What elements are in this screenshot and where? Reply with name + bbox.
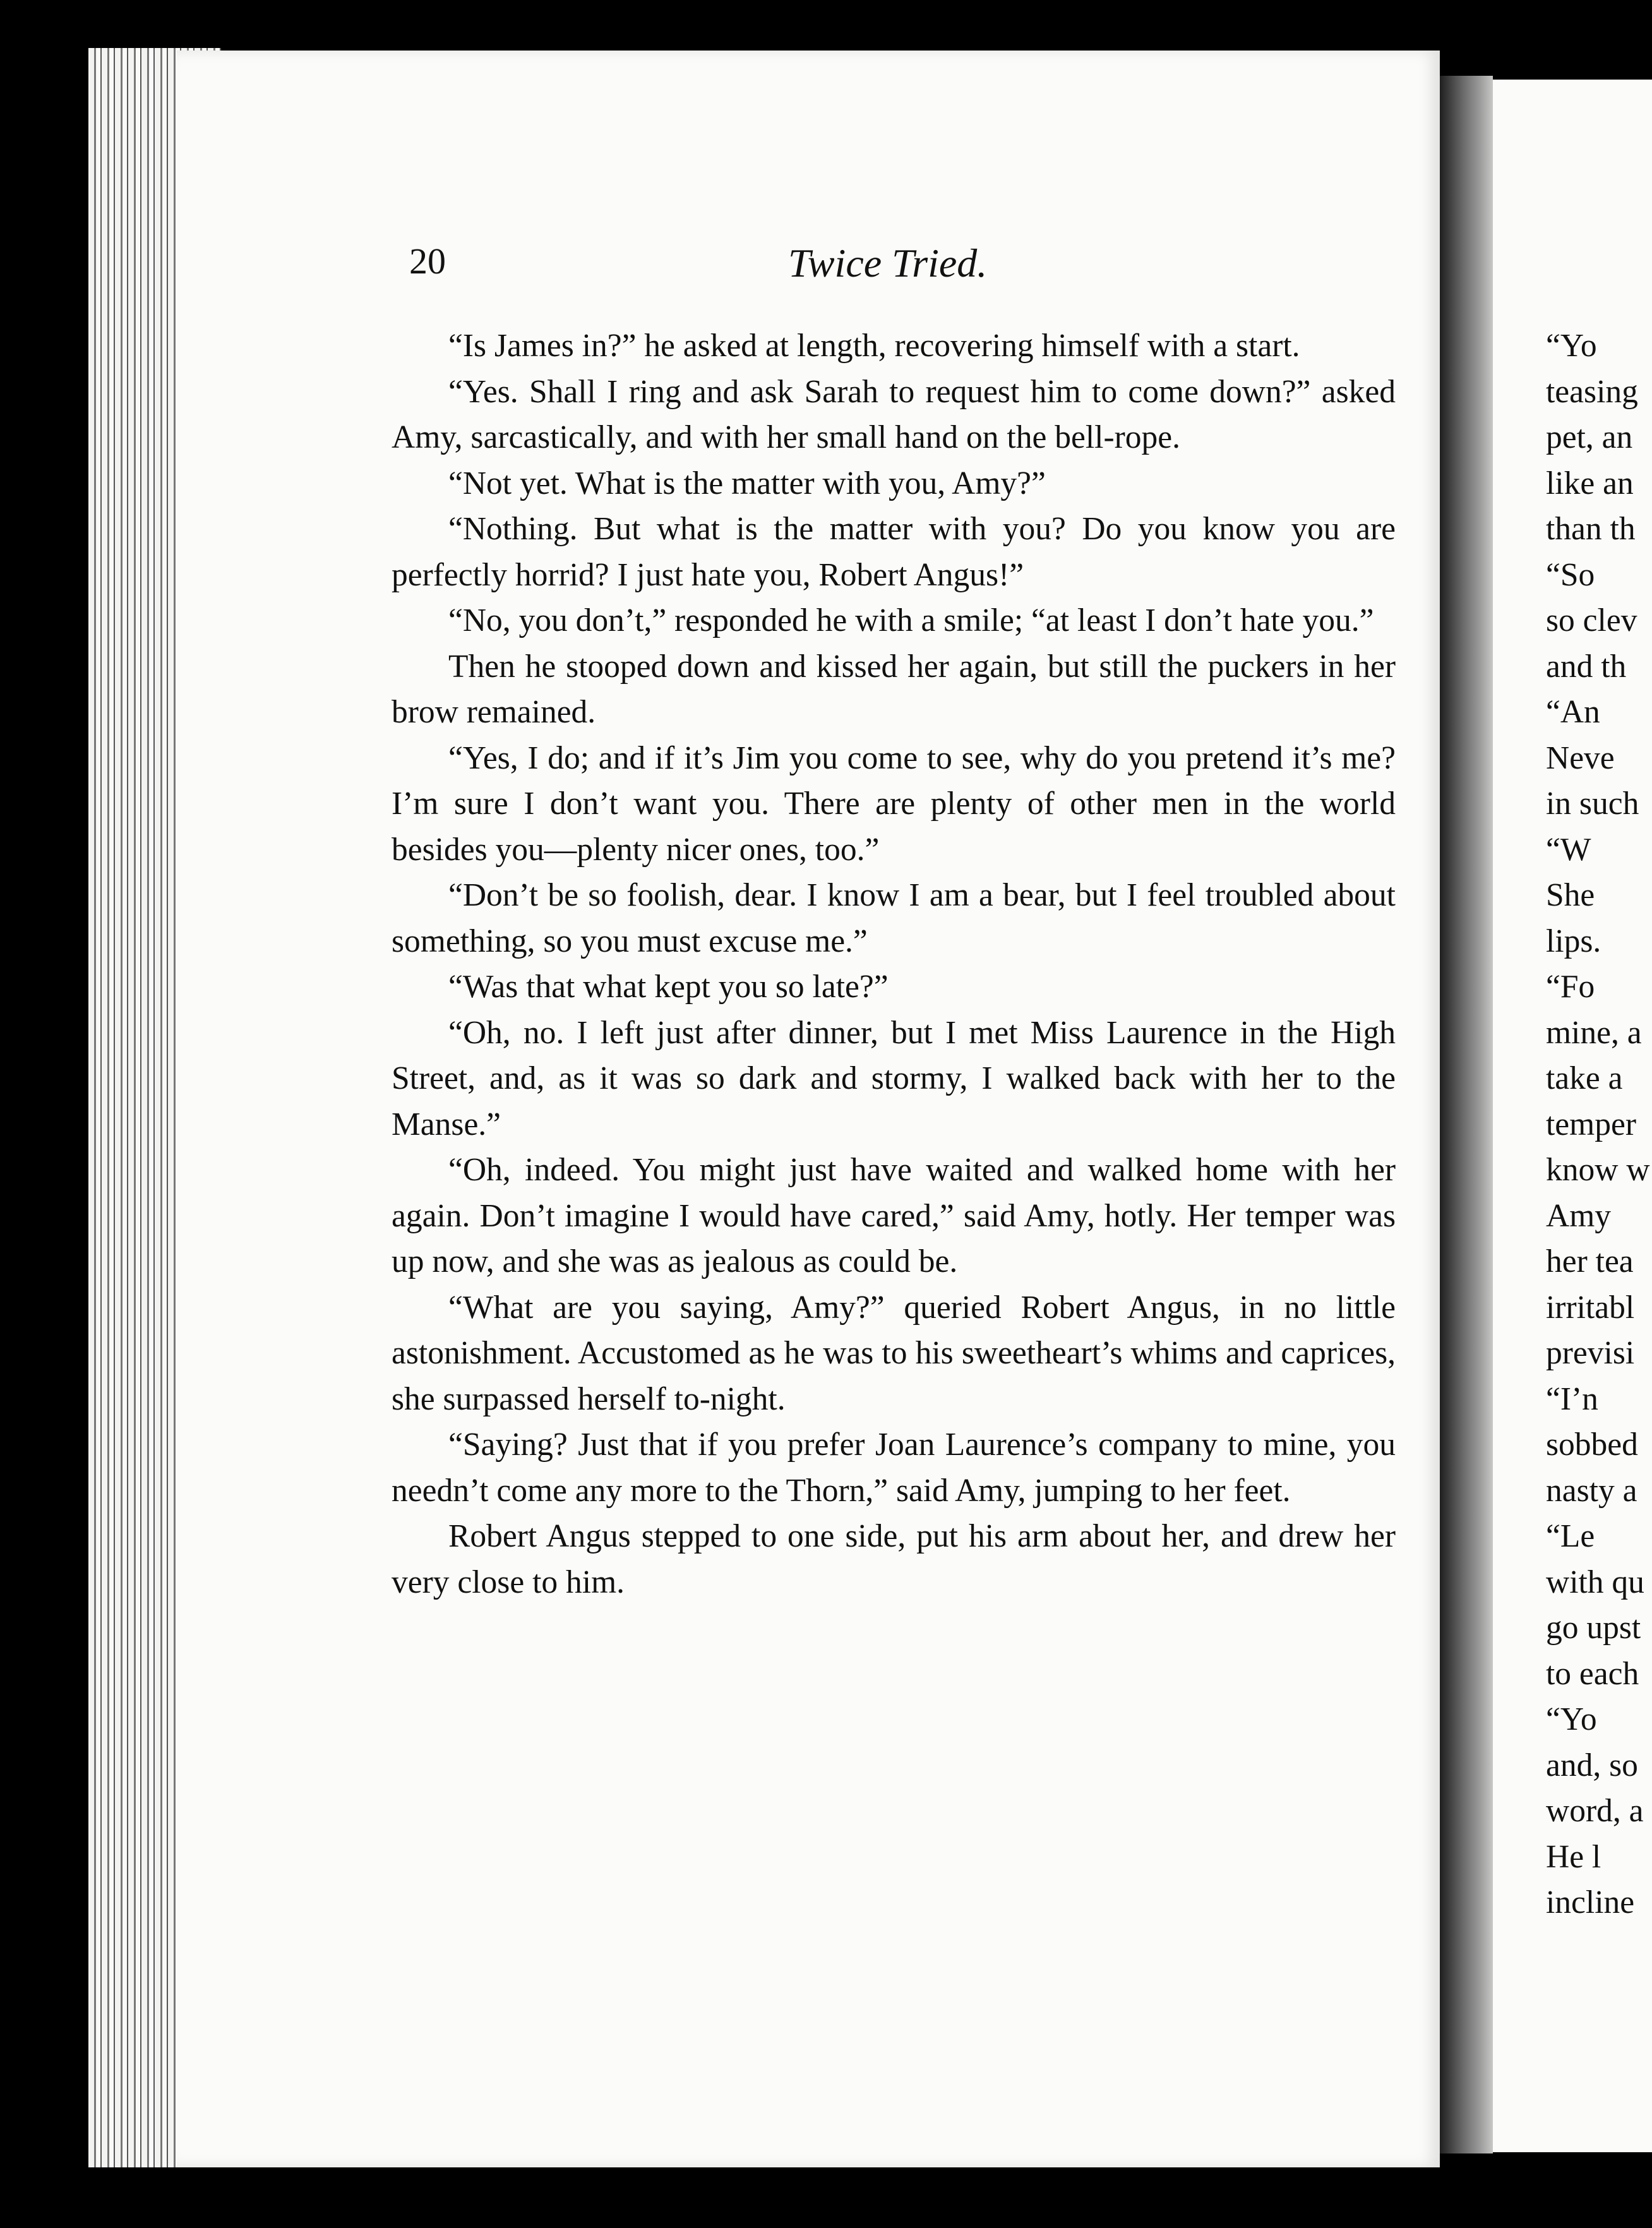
right-page-line: He l — [1546, 1838, 1601, 1875]
paragraph: “Yes, I do; and if it’s Jim you come to see, why do you pretend it’s me? I’m sure I don’t want you. There are plenty of other men in the world besides you—plenty nicer ones, too.” — [392, 740, 1396, 868]
right-page-line: her tea — [1546, 1243, 1634, 1279]
right-page-line: “An — [1546, 694, 1600, 730]
right-page-line: “Le — [1546, 1518, 1595, 1554]
right-page-line: “I’n — [1546, 1381, 1598, 1417]
right-page-line: “So — [1546, 556, 1595, 593]
running-title: Twice Tried. — [788, 241, 988, 285]
paragraph: “Was that what kept you so late?” — [448, 969, 889, 1005]
paragraph: “No, you don’t,” responded he with a smile; “at least I don’t hate you.” — [448, 602, 1374, 638]
right-page-line: with qu — [1546, 1564, 1644, 1600]
right-page-line: like an — [1546, 465, 1634, 501]
right-page-line: incline — [1546, 1884, 1635, 1920]
book-gutter — [1440, 76, 1493, 2153]
right-page-line: mine, a — [1546, 1014, 1642, 1051]
right-page-line: take a — [1546, 1060, 1623, 1096]
right-page-line: temper — [1546, 1106, 1636, 1142]
paragraph: “Yes. Shall I ring and ask Sarah to request him to come down?” asked Amy, sarcastically, and with her small hand on the bell-rope. — [392, 373, 1396, 455]
right-page-line: so clev — [1546, 602, 1637, 638]
right-page-line: lips. — [1546, 923, 1601, 959]
right-page-line: Amy — [1546, 1197, 1611, 1234]
right-page-line: “Fo — [1546, 969, 1595, 1005]
right-page-line: word, a — [1546, 1793, 1644, 1829]
right-page-line: and th — [1546, 648, 1627, 685]
paragraph: Robert Angus stepped to one side, put his arm about her, and drew her very close to him. — [392, 1518, 1396, 1600]
right-page-line: Neve — [1546, 740, 1615, 776]
paragraph: “Is James in?” he asked at length, recovering himself with a start. — [448, 328, 1300, 364]
right-page-line: go upst — [1546, 1610, 1641, 1646]
right-page-line: “W — [1546, 831, 1591, 868]
page-header — [409, 240, 1394, 297]
right-page-line: She — [1546, 877, 1595, 913]
right-page-line: pet, an — [1546, 419, 1633, 455]
right-page-line: know w — [1546, 1152, 1650, 1188]
right-page-line: teasing — [1546, 373, 1638, 410]
right-page-line: “Yo — [1546, 1701, 1597, 1737]
paragraph: “Don’t be so foolish, dear. I know I am a bear, but I feel troubled about something, so you must excuse me.” — [392, 877, 1396, 959]
body-text — [392, 323, 1396, 1605]
right-page-text — [1546, 323, 1652, 1926]
paragraph: “Oh, no. I left just after dinner, but I met Miss Laurence in the High Street, and, as it was so dark and stormy, I walked back with her to the Manse.” — [392, 1014, 1396, 1142]
right-page-line: irritabl — [1546, 1289, 1635, 1326]
right-page-line: to each — [1546, 1655, 1639, 1692]
paragraph: “Oh, indeed. You might just have waited and walked home with her again. Don’t imagine I would have cared,” said Amy, hotly. Her temper was up now, and she was as jealous as could be. — [392, 1152, 1396, 1279]
right-page-line: than th — [1546, 511, 1636, 547]
right-page-line: and, so — [1546, 1747, 1638, 1783]
right-page-line: sobbed — [1546, 1427, 1638, 1463]
page-number: 20 — [409, 241, 446, 282]
right-page-line: nasty a — [1546, 1472, 1637, 1509]
right-page-line: “Yo — [1546, 328, 1597, 364]
paragraph: “Nothing. But what is the matter with you? Do you know you are perfectly horrid? I just hate you, Robert Angus!” — [392, 511, 1396, 593]
right-page-line: in such — [1546, 786, 1639, 822]
paragraph: “Saying? Just that if you prefer Joan Laurence’s company to mine, you needn’t come any more to the Thorn,” said Amy, jumping to her feet. — [392, 1427, 1396, 1509]
paragraph: Then he stooped down and kissed her again, but still the puckers in her brow remained. — [392, 648, 1396, 730]
paragraph: “Not yet. What is the matter with you, Amy?” — [448, 465, 1046, 501]
right-page-line: previsi — [1546, 1335, 1635, 1371]
paragraph: “What are you saying, Amy?” queried Robert Angus, in no little astonishment. Accustomed as he was to his sweetheart’s whims and caprices, she surpassed herself to-night. — [392, 1289, 1396, 1417]
